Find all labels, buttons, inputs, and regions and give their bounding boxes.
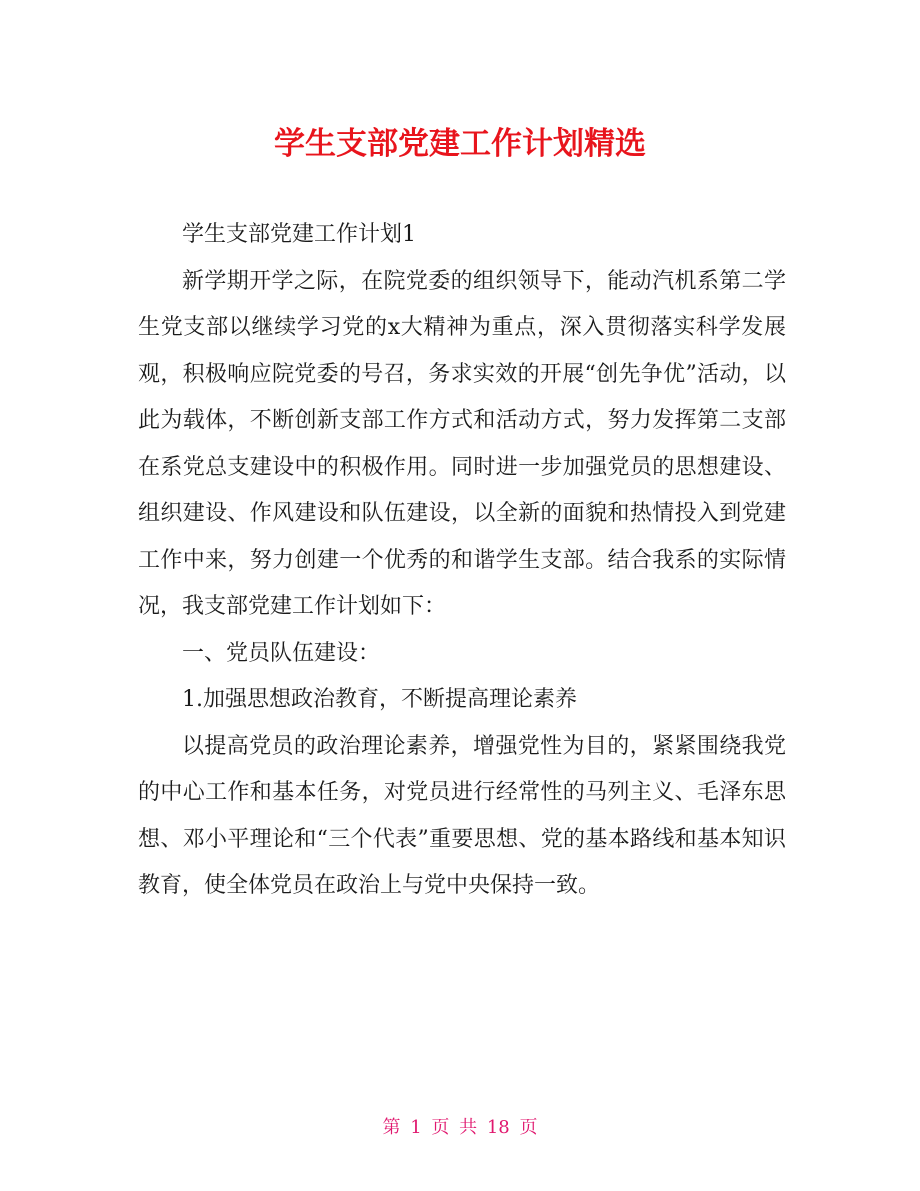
item-heading: 1.加强思想政治教育，不断提高理论素养	[182, 687, 577, 712]
document-body	[138, 212, 786, 910]
body-paragraph: 以提高党员的政治理论素养，增强党性为目的，紧紧围绕我党的中心工作和基本任务，对党员进行经常性的马列主义、毛泽东思想、邓小平理论和“三个代表”重要思想、党的基本路线和基本知识教育，使全体党员在政治上与党中央保持一致。	[138, 733, 786, 898]
section-heading: 学生支部党建工作计划1	[182, 222, 416, 247]
document-title: 学生支部党建工作计划精选	[274, 126, 646, 162]
subsection-heading: 一、党员队伍建设：	[182, 640, 381, 666]
intro-paragraph: 新学期开学之际，在院党委的组织领导下，能动汽机系第二学生党支部以继续学习党的x大精神为重点，深入贯彻落实科学发展观，积极响应院党委的号召，务求实效的开展“创先争优”活动，以此为载体，不断创新支部工作方式和活动方式，努力发挥第二支部在系党总支建设中的积极作用。同时进一步加强党员的思想建设、组织建设、作风建设和队伍建设，以全新的面貌和热情投入到党建工作中来，努力创建一个优秀的和谐学生支部。结合我系的实际情况，我支部党建工作计划如下：	[138, 268, 786, 619]
page-number-footer: 第 1 页 共 18 页	[382, 1117, 538, 1138]
